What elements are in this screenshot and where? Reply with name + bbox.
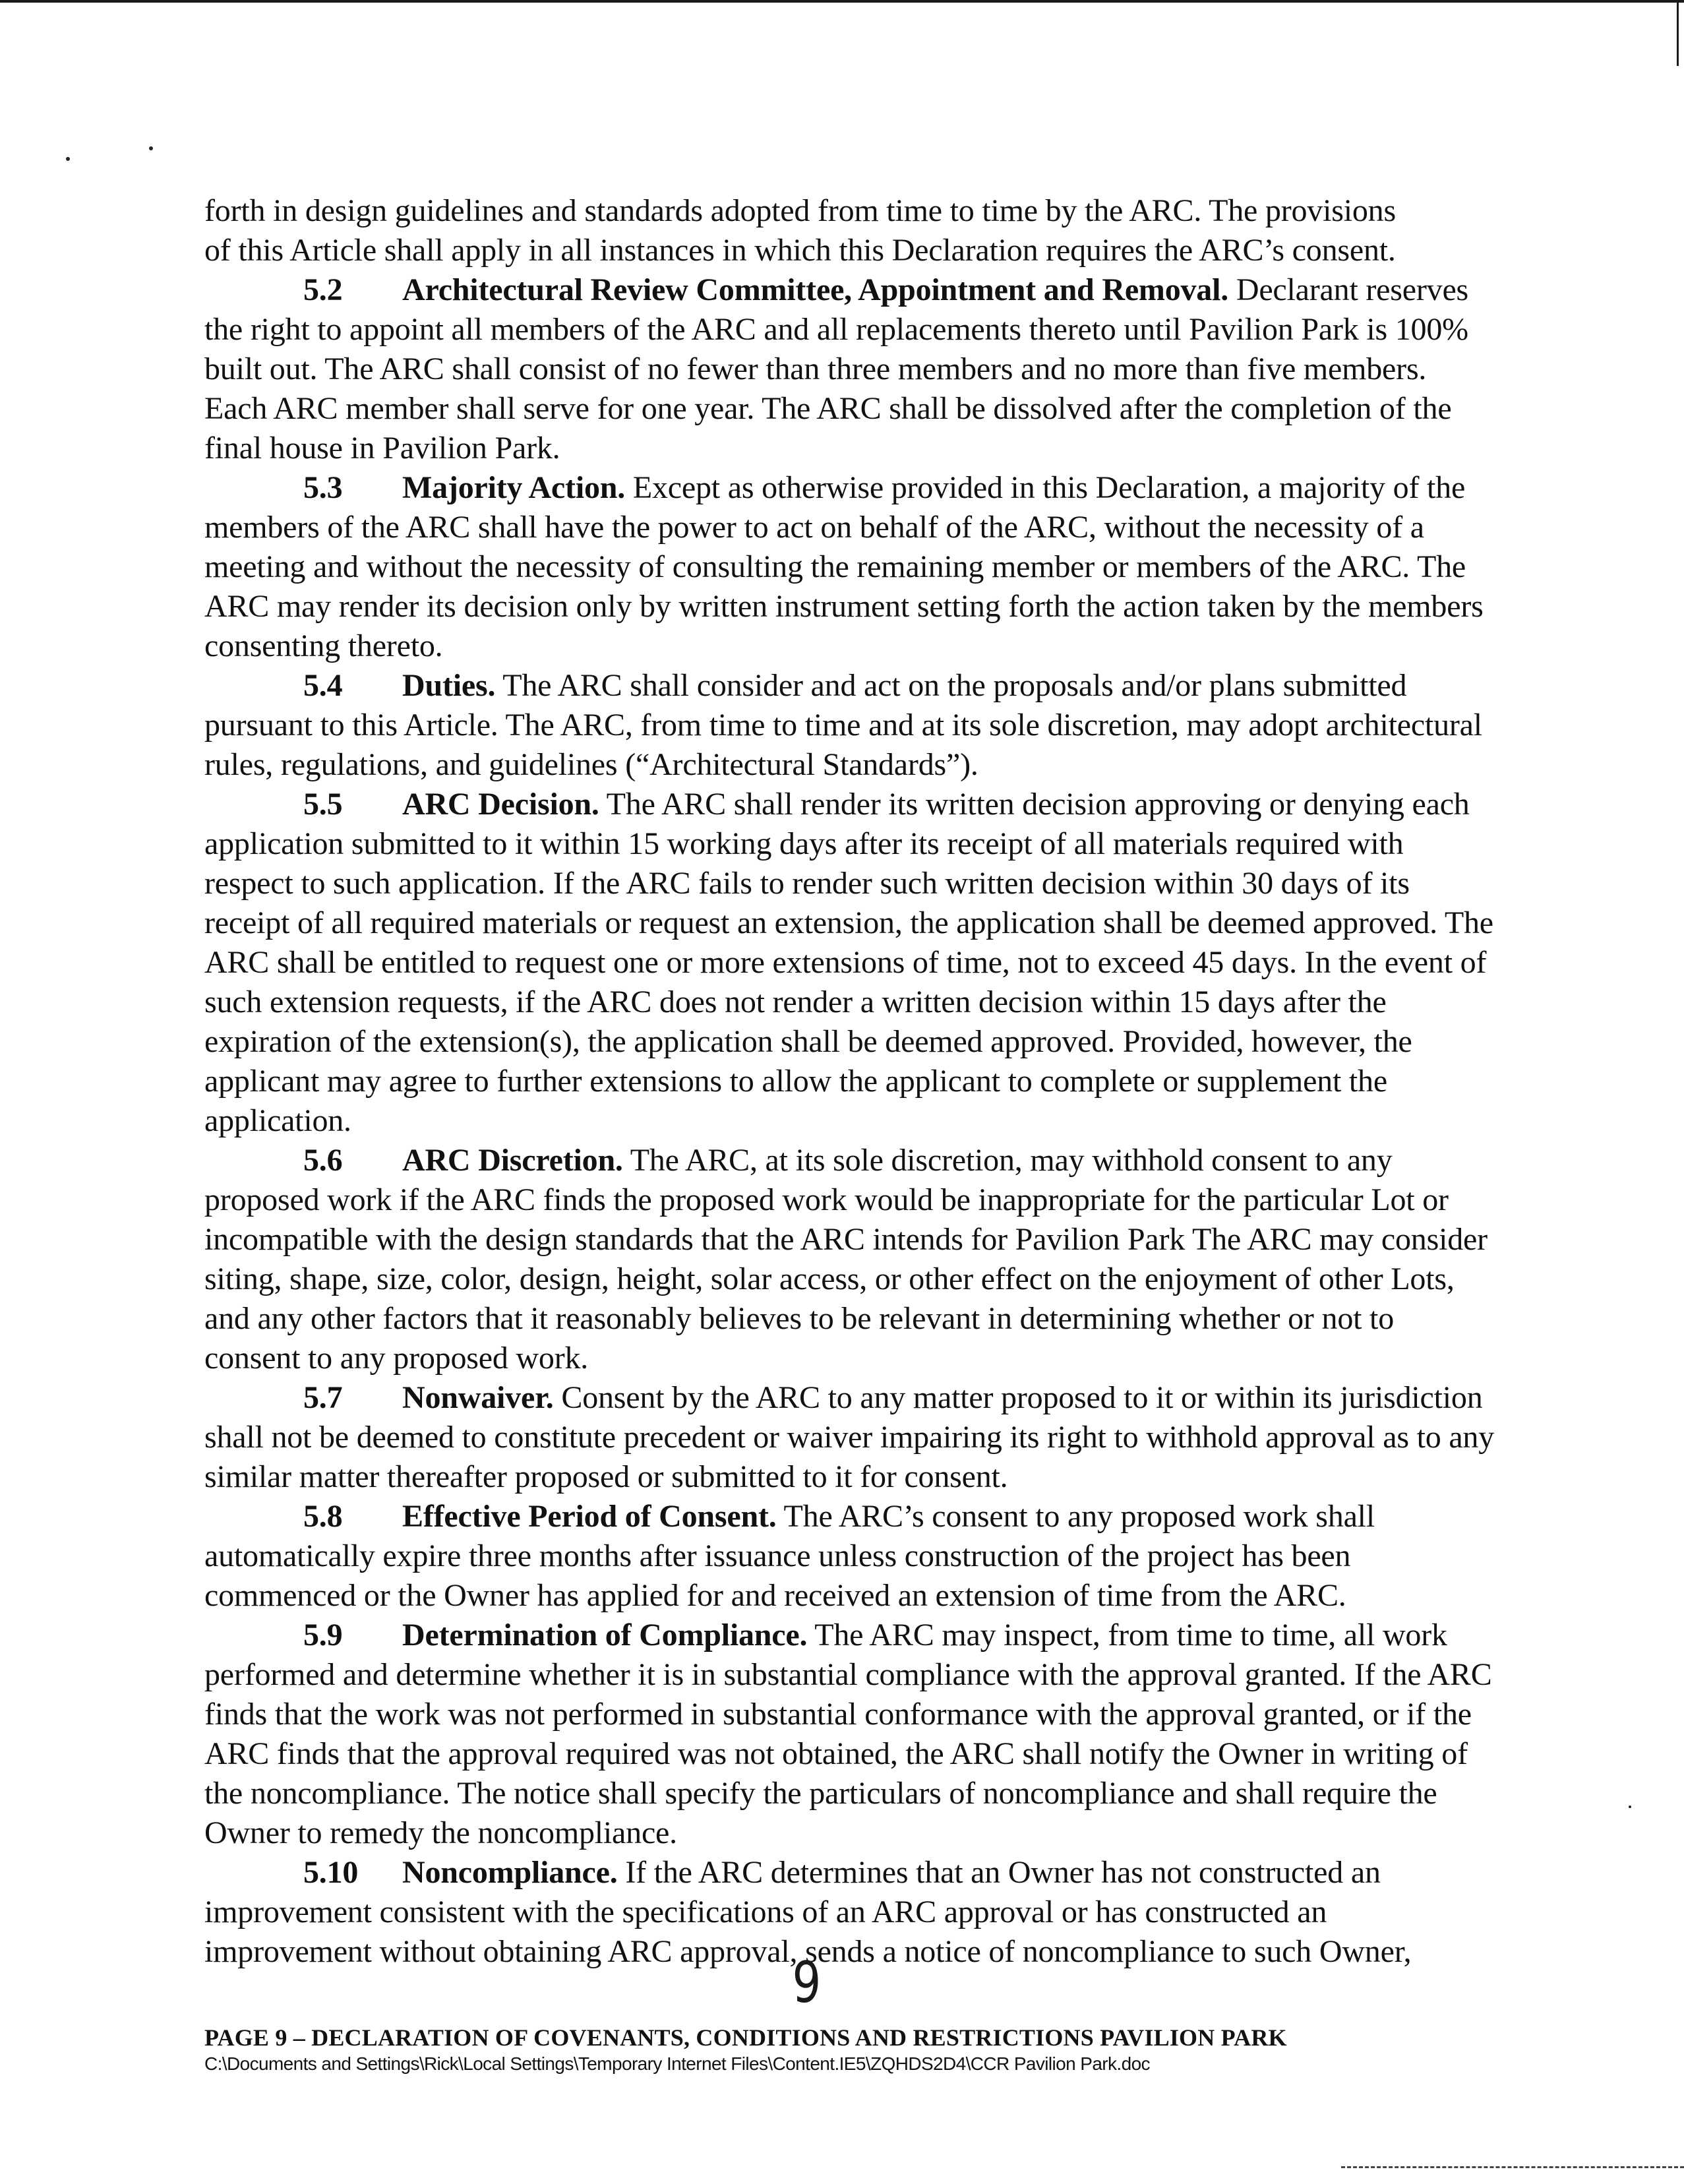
section-heading: ARC Decision. (402, 787, 599, 822)
section-5-2 (204, 270, 1497, 468)
section-number: 5.6 (303, 1143, 343, 1178)
scan-bottom-edge (1341, 2166, 1684, 2168)
intro-line: of this Article shall apply in all instances in which this Declaration requires the ARC’s consent. (204, 233, 1396, 268)
footer-title: PAGE 9 – DECLARATION OF COVENANTS, CONDITIONS AND RESTRICTIONS PAVILION PARK (204, 2024, 1287, 2051)
section-text: The ARC’s consent to any proposed work shall automatically expire three months after issuance unless construction of the project has been commenced or the Owner has applied for and received an extension of time from the ARC. (204, 1499, 1375, 1613)
section-heading: Majority Action. (402, 470, 626, 505)
section-number: 5.5 (303, 787, 343, 822)
document-body (204, 191, 1497, 1972)
handwritten-page-number: 9 (792, 1950, 822, 2016)
section-5-7 (204, 1378, 1497, 1497)
section-5-4 (204, 666, 1497, 785)
section-5-10 (204, 1853, 1497, 1972)
section-text: If the ARC determines that an Owner has not constructed an improvement consistent with the specifications of an ARC approval or has constructed an improvement without obtaining ARC approval, sends a notice of noncompliance to such Owner, (204, 1855, 1412, 1969)
section-heading: Duties. (402, 668, 496, 703)
section-5-3 (204, 468, 1497, 666)
section-heading: Effective Period of Consent. (402, 1499, 777, 1534)
section-text: The ARC shall consider and act on the proposals and/or plans submitted pursuant to this Article. The ARC, from time to time and at its sole discretion, may adopt architectural rules, regulations, and guidelines (“Architectural Standards”). (204, 668, 1482, 782)
section-number: 5.2 (303, 272, 343, 307)
section-5-5 (204, 785, 1497, 1141)
scan-speck (1629, 1805, 1631, 1808)
section-heading: Noncompliance. (402, 1855, 618, 1890)
intro-line: forth in design guidelines and standards adopted from time to time by the ARC. The provisions (204, 193, 1396, 228)
section-text: Consent by the ARC to any matter proposed to it or within its jurisdiction shall not be deemed to constitute precedent or waiver impairing its right to withhold approval as to any similar matter thereafter proposed or submitted to it for consent. (204, 1380, 1495, 1494)
section-number: 5.9 (303, 1618, 343, 1653)
section-text: Declarant reserves the right to appoint all members of the ARC and all replacements thereto until Pavilion Park is 100% built out. The ARC shall consist of no fewer than three members and no more than five members. Each ARC member shall serve for one year. The ARC shall be dissolved after the completion of the final house in Pavilion Park. (204, 272, 1469, 466)
scan-right-edge (1677, 0, 1679, 66)
section-heading: Architectural Review Committee, Appointment and Removal. (402, 272, 1229, 307)
scan-speck (149, 146, 153, 150)
section-text: The ARC, at its sole discretion, may withhold consent to any proposed work if the ARC finds the proposed work would be inappropriate for the particular Lot or incompatible with the design standards that the ARC intends for Pavilion Park The ARC may consider siting, shape, size, color, design, height, solar access, or other effect on the enjoyment of other Lots, and any other factors that it reasonably believes to be relevant in determining whether or not to consent to any proposed work. (204, 1143, 1488, 1376)
scan-top-edge (0, 0, 1684, 3)
section-text: The ARC may inspect, from time to time, all work performed and determine whether it is in substantial compliance with the approval granted. If the ARC finds that the work was not performed in substantial conformance with the approval granted, or if the ARC finds that the approval required was not obtained, the ARC shall notify the Owner in writing of the noncompliance. The notice shall specify the particulars of noncompliance and shall require the Owner to remedy the noncompliance. (204, 1618, 1492, 1850)
section-number: 5.3 (303, 470, 343, 505)
section-5-6 (204, 1141, 1497, 1378)
footer-file-path: C:\Documents and Settings\Rick\Local Settings\Temporary Internet Files\Content.IE5\ZQHDS2D4\CCR Pavilion Park.doc (204, 2053, 1150, 2074)
section-heading: Nonwaiver. (402, 1380, 554, 1415)
section-number: 5.4 (303, 668, 343, 703)
section-heading: Determination of Compliance. (402, 1618, 808, 1653)
section-number: 5.7 (303, 1380, 343, 1415)
section-5-8 (204, 1497, 1497, 1616)
scan-speck (66, 157, 70, 161)
section-text: The ARC shall render its written decision approving or denying each application submitted to it within 15 working days after its receipt of all materials required with respect to such application. If the ARC fails to render such written decision within 30 days of its receipt of all required materials or request an extension, the application shall be deemed approved. The ARC shall be entitled to request one or more extensions of time, not to exceed 45 days. In the event of such extension requests, if the ARC does not render a written decision within 15 days after the expiration of the extension(s), the application shall be deemed approved. Provided, however, the applicant may agree to further extensions to allow the applicant to complete or supplement the application. (204, 787, 1493, 1138)
section-heading: ARC Discretion. (402, 1143, 623, 1178)
page-footer (204, 2023, 1523, 2076)
section-5-9 (204, 1616, 1497, 1853)
section-number: 5.10 (303, 1855, 359, 1890)
section-number: 5.8 (303, 1499, 343, 1534)
section-text: Except as otherwise provided in this Declaration, a majority of the members of the ARC shall have the power to act on behalf of the ARC, without the necessity of a meeting and without the necessity of consulting the remaining member or members of the ARC. The ARC may render its decision only by written instrument setting forth the action taken by the members consenting thereto. (204, 470, 1484, 663)
